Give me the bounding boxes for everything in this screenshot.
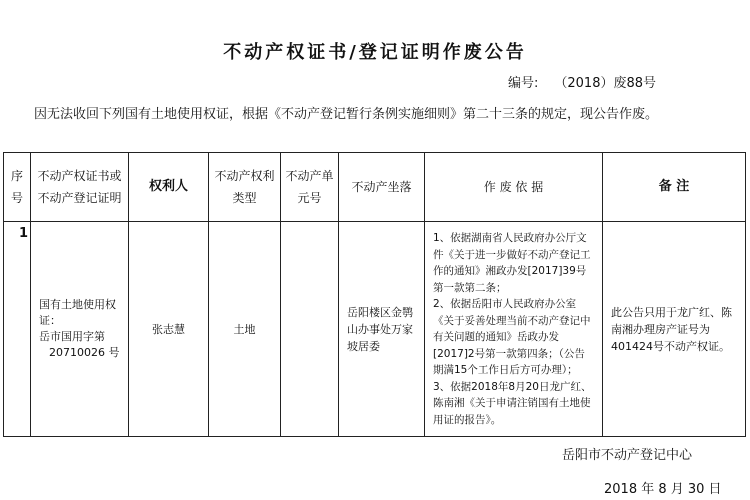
document-number-value: （2018）废88号 — [554, 76, 657, 91]
basis-item-3: 3、依据2018年8月20日龙广红、陈南湘《关于申请注销国有土地使用证的报告》。 — [433, 380, 592, 426]
notice-title: 不动产权证书/登记证明作废公告 — [223, 42, 527, 63]
intro-paragraph: 因无法收回下列国有土地使用权证，根据《不动产登记暂行条例实施细则》第二十三条的规定，现公告作废。 — [34, 107, 659, 122]
header-seq: 序 号 — [4, 153, 31, 222]
row-remark: 此公告只用于龙广红、陈南湘办理房产证号为401424号不动产权证。 — [603, 222, 746, 437]
document-number-label: 编号: — [508, 76, 539, 91]
header-right-type: 不动产权利 类型 — [209, 153, 281, 222]
header-holder: 权利人 — [129, 153, 209, 222]
header-unit-number: 不动产单 元号 — [281, 153, 339, 222]
row-basis — [425, 222, 603, 437]
void-certificate-table — [3, 152, 746, 437]
basis-item-2: 2、依据岳阳市人民政府办公室《关于妥善处理当前不动产登记中有关问题的通知》岳政办发[2017]2号第一款第四条；（公告期满15个工作日后方可办理）； — [433, 298, 591, 376]
row-holder: 张志慧 — [129, 222, 209, 437]
header-basis: 作 废 依 据 — [425, 153, 603, 222]
certificate-number: 20710026 号 — [49, 346, 120, 359]
row-location: 岳阳楼区金鹗山办事处万家坡居委 — [339, 222, 425, 437]
basis-item-1: 1、依据湖南省人民政府办公厅文件《关于进一步做好不动产登记工作的通知》湘政办发[2017]39号第一款第二条； — [433, 232, 591, 294]
row-unit-number — [281, 222, 339, 437]
row-right-type: 土地 — [209, 222, 281, 437]
row-certificate — [31, 222, 129, 437]
header-location: 不动产坐落 — [339, 153, 425, 222]
row-seq: 1 — [4, 222, 31, 437]
header-certificate: 不动产权证书或 不动产登记证明 — [31, 153, 129, 222]
issue-date: 2018 年 8 月 30 日 — [604, 482, 722, 497]
certificate-type: 国有土地使用权证： — [39, 298, 116, 327]
table-row — [4, 222, 746, 437]
issuing-authority: 岳阳市不动产登记中心 — [562, 448, 693, 463]
header-remark: 备 注 — [603, 153, 746, 222]
table-header-row — [4, 153, 746, 222]
certificate-prefix: 岳市国用字第 — [39, 330, 105, 343]
document-number — [508, 72, 656, 91]
